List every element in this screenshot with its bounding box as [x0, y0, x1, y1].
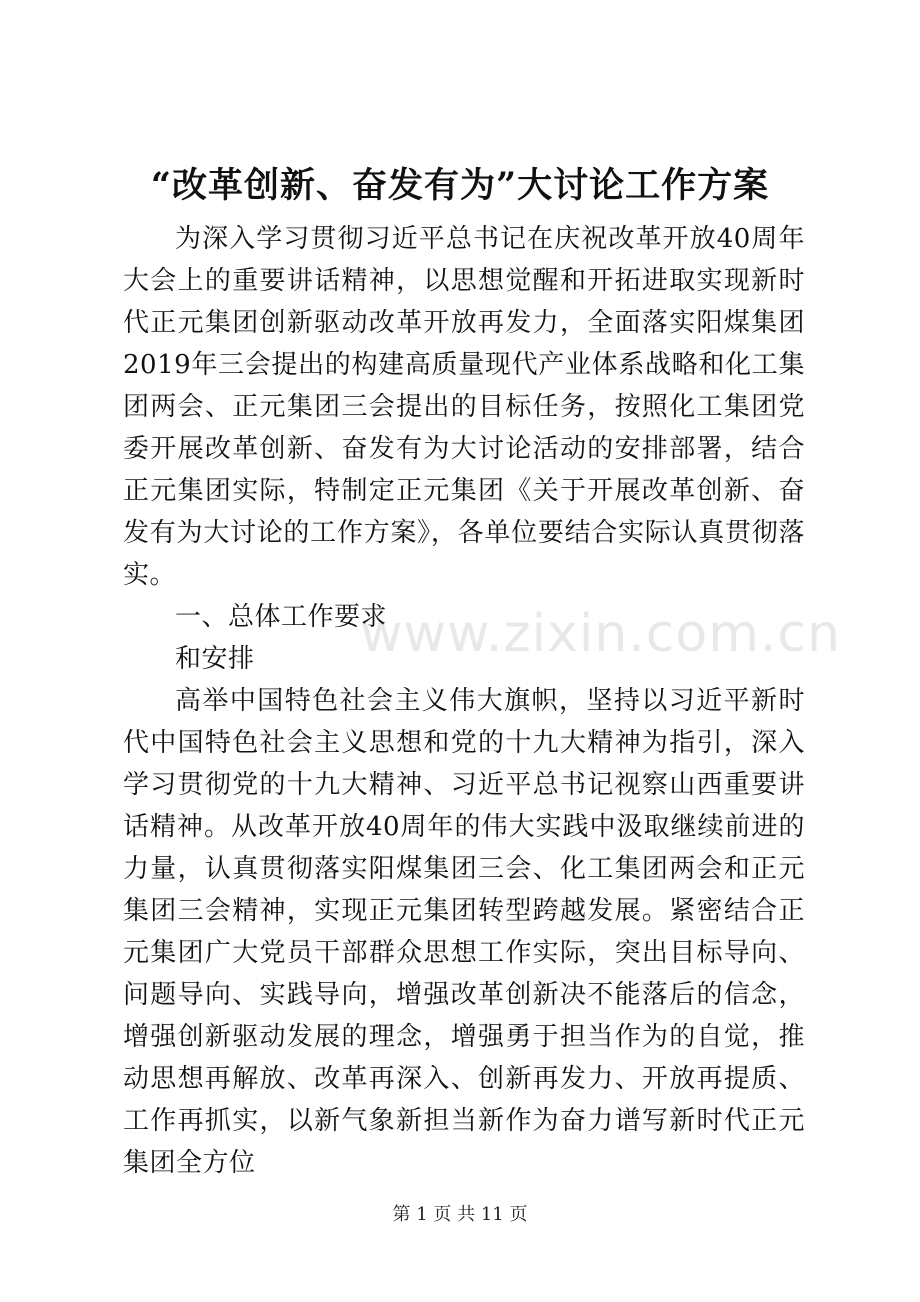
- section-heading: 一、总体工作要求: [175, 602, 388, 632]
- page-footer: 第 1 页 共 11 页: [392, 1204, 528, 1225]
- watermark: www.zixin.com.cn: [360, 604, 841, 664]
- intro-paragraph: 为深入学习贯彻习近平总书记在庆祝改革开放40周年大会上的重要讲话精神，以思想觉醒和开拓进取实现新时代正元集团创新驱动改革开放再发力，全面落实阳煤集团2019年三会提出的构建高质量现代产业体系战略和化工集团两会、正元集团三会提出的目标任务，按照化工集团党委开展改革创新、奋发有为大讨论活动的安排部署，结合正元集团实际，特制定正元集团《关于开展改革创新、奋发有为大讨论的工作方案》，各单位要结合实际认真贯彻落实。: [123, 224, 805, 590]
- body-paragraph: 高举中国特色社会主义伟大旗帜，坚持以习近平新时代中国特色社会主义思想和党的十九大精神为指引，深入学习贯彻党的十九大精神、习近平总书记视察山西重要讲话精神。从改革开放40周年的伟大实践中汲取继续前进的力量，认真贯彻落实阳煤集团三会、化工集团两会和正元集团三会精神，实现正元集团转型跨越发展。紧密结合正元集团广大党员干部群众思想工作实际，突出目标导向、问题导向、实践导向，增强改革创新决不能落后的信念，增强创新驱动发展的理念，增强勇于担当作为的自觉，推动思想再解放、改革再深入、创新再发力、开放再提质、工作再抓实，以新气象新担当新作为奋力谱写新时代正元集团全方位: [123, 686, 805, 1178]
- document-body: [123, 218, 805, 1184]
- section-subheading: 和安排: [175, 644, 255, 674]
- document-title: “改革创新、奋发有为”大讨论工作方案: [150, 165, 770, 206]
